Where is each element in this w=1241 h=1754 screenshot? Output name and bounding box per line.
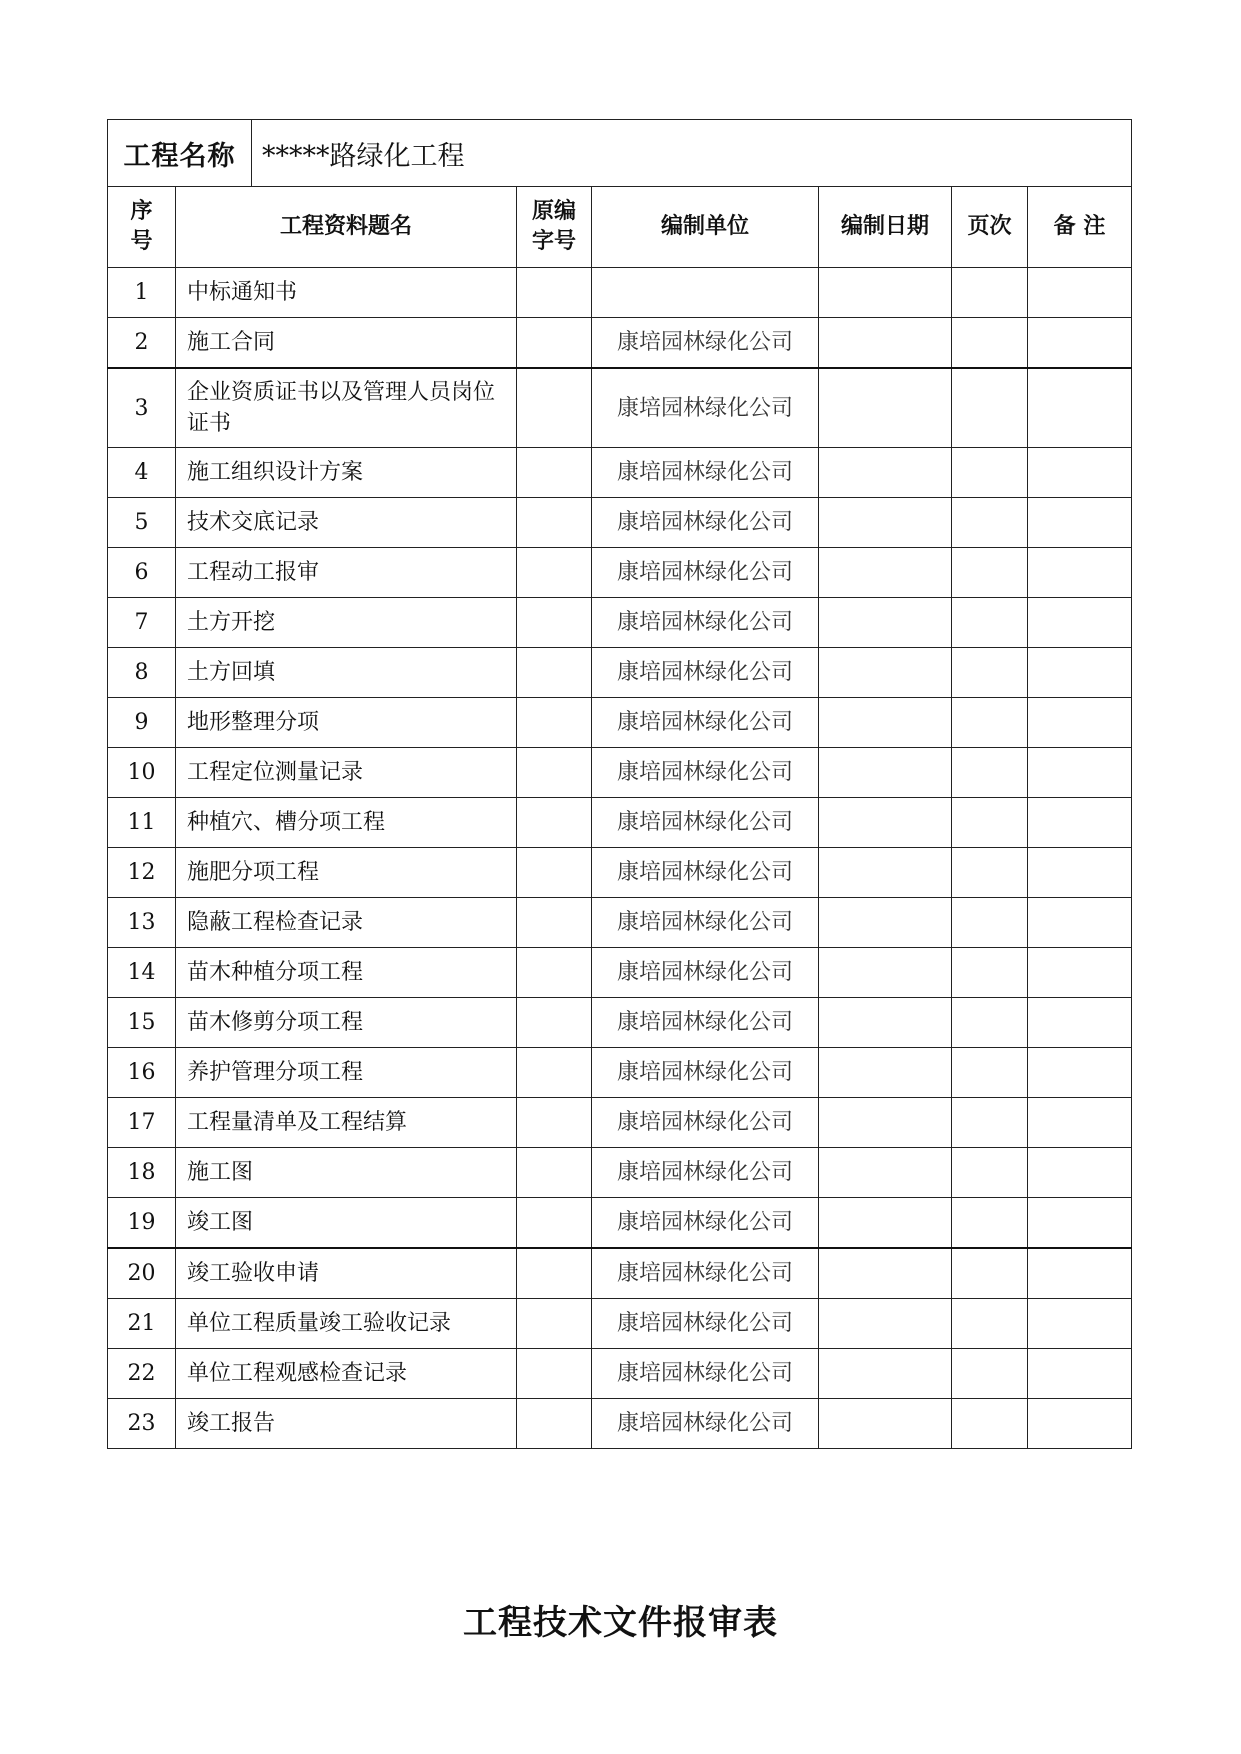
table-row <box>108 1198 1132 1249</box>
row-title: 隐蔽工程检查记录 <box>176 898 517 948</box>
project-name-value: *****路绿化工程 <box>252 120 1132 187</box>
row-title: 竣工报告 <box>176 1399 517 1449</box>
row-remarks <box>1028 498 1132 548</box>
row-title: 养护管理分项工程 <box>176 1048 517 1098</box>
row-seq: 22 <box>108 1349 176 1399</box>
table-row <box>108 448 1132 498</box>
table-row <box>108 1248 1132 1299</box>
row-seq: 9 <box>108 698 176 748</box>
table-row <box>108 1399 1132 1449</box>
row-pages <box>952 898 1028 948</box>
row-pages <box>952 368 1028 448</box>
row-title: 中标通知书 <box>176 268 517 318</box>
header-orig-no: 原编 字号 <box>517 187 592 268</box>
row-title: 苗木修剪分项工程 <box>176 998 517 1048</box>
row-unit: 康培园林绿化公司 <box>592 948 819 998</box>
row-orig-no <box>517 1248 592 1299</box>
row-remarks <box>1028 648 1132 698</box>
row-pages <box>952 748 1028 798</box>
table-row <box>108 898 1132 948</box>
row-date <box>819 848 952 898</box>
row-pages <box>952 548 1028 598</box>
row-orig-no <box>517 318 592 369</box>
row-pages <box>952 1048 1028 1098</box>
header-remarks: 备 注 <box>1028 187 1132 268</box>
row-remarks <box>1028 268 1132 318</box>
table-row <box>108 648 1132 698</box>
row-orig-no <box>517 368 592 448</box>
row-remarks <box>1028 698 1132 748</box>
row-date <box>819 498 952 548</box>
table-row <box>108 318 1132 369</box>
row-seq: 10 <box>108 748 176 798</box>
row-title: 施工组织设计方案 <box>176 448 517 498</box>
row-unit: 康培园林绿化公司 <box>592 1299 819 1349</box>
document-sheet <box>107 119 1131 1449</box>
row-orig-no <box>517 1098 592 1148</box>
row-seq: 12 <box>108 848 176 898</box>
row-remarks <box>1028 548 1132 598</box>
row-unit <box>592 268 819 318</box>
row-unit: 康培园林绿化公司 <box>592 798 819 848</box>
row-pages <box>952 648 1028 698</box>
row-date <box>819 748 952 798</box>
row-orig-no <box>517 748 592 798</box>
table-row <box>108 1098 1132 1148</box>
table-body <box>108 268 1132 1449</box>
row-pages <box>952 848 1028 898</box>
row-seq: 1 <box>108 268 176 318</box>
row-seq: 3 <box>108 368 176 448</box>
row-seq: 6 <box>108 548 176 598</box>
table-row <box>108 848 1132 898</box>
row-unit: 康培园林绿化公司 <box>592 1349 819 1399</box>
row-date <box>819 698 952 748</box>
row-orig-no <box>517 798 592 848</box>
row-title: 技术交底记录 <box>176 498 517 548</box>
row-orig-no <box>517 948 592 998</box>
table-row <box>108 1349 1132 1399</box>
row-title: 土方回填 <box>176 648 517 698</box>
row-pages <box>952 498 1028 548</box>
row-orig-no <box>517 1048 592 1098</box>
row-date <box>819 368 952 448</box>
row-pages <box>952 1299 1028 1349</box>
row-date <box>819 1248 952 1299</box>
row-date <box>819 1148 952 1198</box>
row-date <box>819 898 952 948</box>
row-date <box>819 448 952 498</box>
row-date <box>819 318 952 369</box>
row-unit: 康培园林绿化公司 <box>592 648 819 698</box>
row-seq: 8 <box>108 648 176 698</box>
row-remarks <box>1028 1349 1132 1399</box>
row-seq: 21 <box>108 1299 176 1349</box>
table-row <box>108 798 1132 848</box>
row-unit: 康培园林绿化公司 <box>592 548 819 598</box>
row-pages <box>952 1349 1028 1399</box>
row-seq: 11 <box>108 798 176 848</box>
row-title: 施工图 <box>176 1148 517 1198</box>
row-title: 种植穴、槽分项工程 <box>176 798 517 848</box>
row-remarks <box>1028 598 1132 648</box>
row-orig-no <box>517 498 592 548</box>
row-pages <box>952 318 1028 369</box>
project-name-row <box>108 120 1132 187</box>
row-pages <box>952 698 1028 748</box>
row-pages <box>952 1248 1028 1299</box>
row-seq: 2 <box>108 318 176 369</box>
row-orig-no <box>517 698 592 748</box>
row-remarks <box>1028 1399 1132 1449</box>
row-remarks <box>1028 898 1132 948</box>
row-title: 施工合同 <box>176 318 517 369</box>
row-pages <box>952 798 1028 848</box>
row-remarks <box>1028 948 1132 998</box>
row-unit: 康培园林绿化公司 <box>592 1148 819 1198</box>
row-date <box>819 1048 952 1098</box>
row-orig-no <box>517 598 592 648</box>
row-seq: 14 <box>108 948 176 998</box>
project-name-label: 工程名称 <box>108 120 252 187</box>
table-row <box>108 998 1132 1048</box>
row-date <box>819 268 952 318</box>
row-pages <box>952 1098 1028 1148</box>
row-remarks <box>1028 1148 1132 1198</box>
row-pages <box>952 598 1028 648</box>
row-seq: 18 <box>108 1148 176 1198</box>
header-seq: 序 号 <box>108 187 176 268</box>
row-date <box>819 1299 952 1349</box>
row-title: 企业资质证书以及管理人员岗位证书 <box>176 368 517 448</box>
row-seq: 17 <box>108 1098 176 1148</box>
row-unit: 康培园林绿化公司 <box>592 498 819 548</box>
row-orig-no <box>517 1349 592 1399</box>
table-row <box>108 498 1132 548</box>
row-title: 施肥分项工程 <box>176 848 517 898</box>
row-orig-no <box>517 1198 592 1249</box>
row-orig-no <box>517 998 592 1048</box>
header-unit: 编制单位 <box>592 187 819 268</box>
row-orig-no <box>517 848 592 898</box>
header-pages: 页次 <box>952 187 1028 268</box>
row-remarks <box>1028 798 1132 848</box>
row-remarks <box>1028 448 1132 498</box>
row-remarks <box>1028 998 1132 1048</box>
row-seq: 19 <box>108 1198 176 1249</box>
row-unit: 康培园林绿化公司 <box>592 1248 819 1299</box>
row-date <box>819 548 952 598</box>
row-title: 苗木种植分项工程 <box>176 948 517 998</box>
table-row <box>108 548 1132 598</box>
table-row <box>108 1299 1132 1349</box>
row-remarks <box>1028 1198 1132 1249</box>
row-remarks <box>1028 368 1132 448</box>
row-seq: 23 <box>108 1399 176 1449</box>
row-date <box>819 1399 952 1449</box>
row-orig-no <box>517 1299 592 1349</box>
row-seq: 13 <box>108 898 176 948</box>
row-title: 单位工程质量竣工验收记录 <box>176 1299 517 1349</box>
row-orig-no <box>517 1399 592 1449</box>
row-orig-no <box>517 898 592 948</box>
row-unit: 康培园林绿化公司 <box>592 318 819 369</box>
row-unit: 康培园林绿化公司 <box>592 848 819 898</box>
row-seq: 20 <box>108 1248 176 1299</box>
row-seq: 15 <box>108 998 176 1048</box>
row-unit: 康培园林绿化公司 <box>592 898 819 948</box>
header-title: 工程资料题名 <box>176 187 517 268</box>
header-date: 编制日期 <box>819 187 952 268</box>
row-unit: 康培园林绿化公司 <box>592 598 819 648</box>
row-title: 竣工验收申请 <box>176 1248 517 1299</box>
row-title: 单位工程观感检查记录 <box>176 1349 517 1399</box>
row-orig-no <box>517 648 592 698</box>
row-title: 工程动工报审 <box>176 548 517 598</box>
row-date <box>819 648 952 698</box>
row-remarks <box>1028 318 1132 369</box>
row-pages <box>952 948 1028 998</box>
row-seq: 5 <box>108 498 176 548</box>
table-row <box>108 698 1132 748</box>
row-unit: 康培园林绿化公司 <box>592 998 819 1048</box>
row-seq: 4 <box>108 448 176 498</box>
row-unit: 康培园林绿化公司 <box>592 368 819 448</box>
row-pages <box>952 1399 1028 1449</box>
row-remarks <box>1028 1048 1132 1098</box>
row-unit: 康培园林绿化公司 <box>592 1048 819 1098</box>
project-table <box>107 119 1132 1449</box>
row-remarks <box>1028 848 1132 898</box>
row-unit: 康培园林绿化公司 <box>592 1098 819 1148</box>
row-orig-no <box>517 268 592 318</box>
row-date <box>819 1198 952 1249</box>
row-unit: 康培园林绿化公司 <box>592 1198 819 1249</box>
row-unit: 康培园林绿化公司 <box>592 698 819 748</box>
row-date <box>819 1349 952 1399</box>
row-pages <box>952 998 1028 1048</box>
row-remarks <box>1028 748 1132 798</box>
page-title: 工程技术文件报审表 <box>463 1603 778 1643</box>
row-title: 土方开挖 <box>176 598 517 648</box>
row-date <box>819 798 952 848</box>
row-date <box>819 1098 952 1148</box>
row-seq: 16 <box>108 1048 176 1098</box>
table-row <box>108 1148 1132 1198</box>
row-remarks <box>1028 1299 1132 1349</box>
header-row <box>108 187 1132 268</box>
row-title: 工程定位测量记录 <box>176 748 517 798</box>
table-row <box>108 1048 1132 1098</box>
row-title: 地形整理分项 <box>176 698 517 748</box>
row-remarks <box>1028 1248 1132 1299</box>
row-pages <box>952 1148 1028 1198</box>
row-orig-no <box>517 1148 592 1198</box>
row-date <box>819 998 952 1048</box>
row-remarks <box>1028 1098 1132 1148</box>
row-unit: 康培园林绿化公司 <box>592 748 819 798</box>
table-row <box>108 268 1132 318</box>
row-orig-no <box>517 548 592 598</box>
row-unit: 康培园林绿化公司 <box>592 1399 819 1449</box>
row-pages <box>952 268 1028 318</box>
row-pages <box>952 448 1028 498</box>
row-orig-no <box>517 448 592 498</box>
table-row <box>108 748 1132 798</box>
row-title: 工程量清单及工程结算 <box>176 1098 517 1148</box>
table-row <box>108 948 1132 998</box>
table-row <box>108 368 1132 448</box>
row-title: 竣工图 <box>176 1198 517 1249</box>
row-unit: 康培园林绿化公司 <box>592 448 819 498</box>
row-date <box>819 948 952 998</box>
table-row <box>108 598 1132 648</box>
row-seq: 7 <box>108 598 176 648</box>
row-date <box>819 598 952 648</box>
row-pages <box>952 1198 1028 1249</box>
